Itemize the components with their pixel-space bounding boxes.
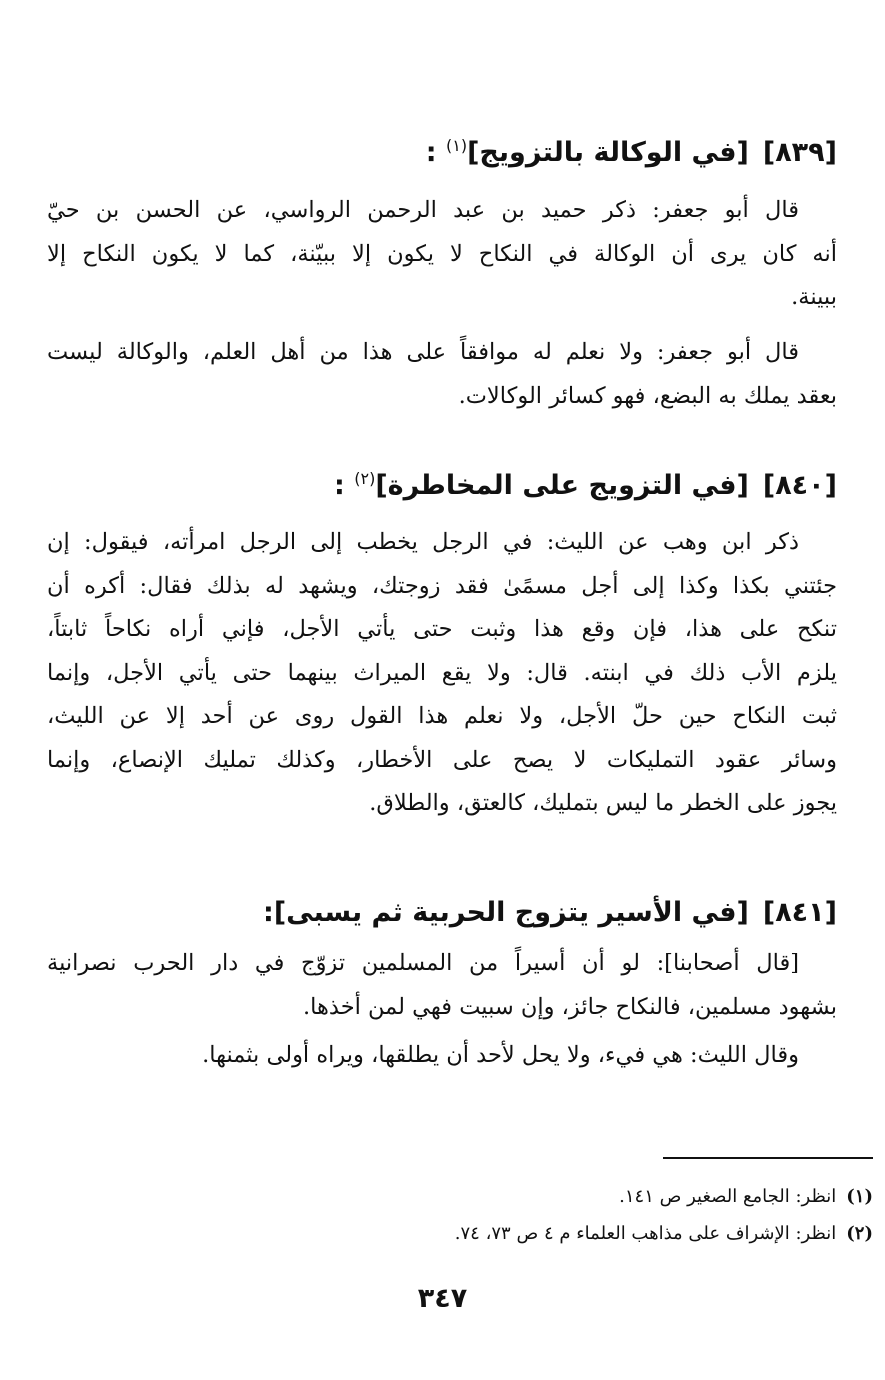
heading-colon: : xyxy=(334,470,345,501)
text-line: ذكر ابن وهب عن الليث: في الرجل يخطب إلى الرجل امرأته، فيقول: إن xyxy=(47,529,799,555)
text-line: قال أبو جعفر: ذكر حميد بن عبد الرحمن الرواسي، عن الحسن بن حيّ xyxy=(47,197,799,223)
section-title: [في الأسير يتزوج الحربية ثم يسبى] xyxy=(273,897,749,928)
section-heading-840 xyxy=(47,466,837,506)
text-line: بشهود مسلمين، فالنكاح جائز، وإن سبيت فهي لمن أخذها. xyxy=(303,993,837,1020)
section-number: [٨٤١] xyxy=(762,897,837,928)
text-line: [قال أصحابنا]: لو أن أسيراً من المسلمين تزوّج في دار الحرب نصرانية xyxy=(47,950,799,976)
text-line: قال أبو جعفر: ولا نعلم له موافقاً على هذا من أهل العلم، والوكالة ليست xyxy=(47,339,799,365)
section-title: [في التزويج على المخاطرة] xyxy=(375,470,749,501)
text-line: وقال الليث: هي فيء، ولا يحل لأحد أن يطلقها، ويراه أولى بثمنها. xyxy=(202,1042,799,1068)
paragraph xyxy=(47,189,837,320)
page-number: ٣٤٧ xyxy=(417,1283,468,1314)
footnote-text: انظر: الإشراف على مذاهب العلماء م ٤ ص ٧٣، ٧٤. xyxy=(454,1223,837,1244)
text-line: يجوز على الخطر ما ليس بتمليك، كالعتق، والطلاق. xyxy=(369,790,837,816)
section-title: [في الوكالة بالتزويج] xyxy=(467,137,749,168)
footnote-text: انظر: الجامع الصغير ص ١٤١. xyxy=(619,1186,837,1207)
footnote-reference: (٢) xyxy=(354,469,376,488)
heading-colon: : xyxy=(425,137,437,168)
text-line: بعقد يملك به البضع، فهو كسائر الوكالات. xyxy=(458,382,837,409)
footnote-1 xyxy=(13,1183,873,1211)
text-line: أنه كان يرى أن الوكالة في النكاح لا يكون إلا ببيّنة، كما لا يكون النكاح إلا xyxy=(47,240,837,267)
footnote-marker: (٢) xyxy=(846,1223,873,1244)
section-number: [٨٣٩] xyxy=(762,137,837,168)
paragraph xyxy=(47,331,837,418)
section-heading-841 xyxy=(47,893,837,933)
footnote-reference: (١) xyxy=(446,136,468,155)
text-line: ثبت النكاح حين حلّ الأجل، ولا نعلم هذا القول روى عن أحد إلا عن الليث، xyxy=(47,703,837,729)
paragraph xyxy=(47,942,837,1029)
heading-colon: : xyxy=(263,897,274,928)
text-line: جئتني بكذا وكذا إلى أجل مسمًىٰ فقد زوجتك، ويشهد له بذلك فقال: أكره أن xyxy=(47,572,837,599)
footnote-2 xyxy=(13,1220,873,1248)
section-number: [٨٤٠] xyxy=(762,470,837,501)
text-line: يلزم الأب ذلك في ابنته. قال: ولا يقع الميراث بينهما حتى يأتي الأجل، وإنما xyxy=(47,659,837,686)
text-line: تنكح على هذا، فإن وقع هذا وثبت حتى يأتي الأجل، فإني أراه نكاحاً ثابتاً، xyxy=(47,616,837,642)
text-line: ببينة. xyxy=(791,284,837,310)
paragraph xyxy=(47,1034,837,1078)
section-heading-839 xyxy=(47,133,837,173)
text-line: وسائر عقود التمليكات لا يصح على الأخطار، وكذلك تمليك الإنصاع، وإنما xyxy=(47,746,837,773)
footnote-separator xyxy=(663,1157,873,1159)
paragraph xyxy=(47,521,837,826)
footnote-marker: (١) xyxy=(846,1186,873,1207)
